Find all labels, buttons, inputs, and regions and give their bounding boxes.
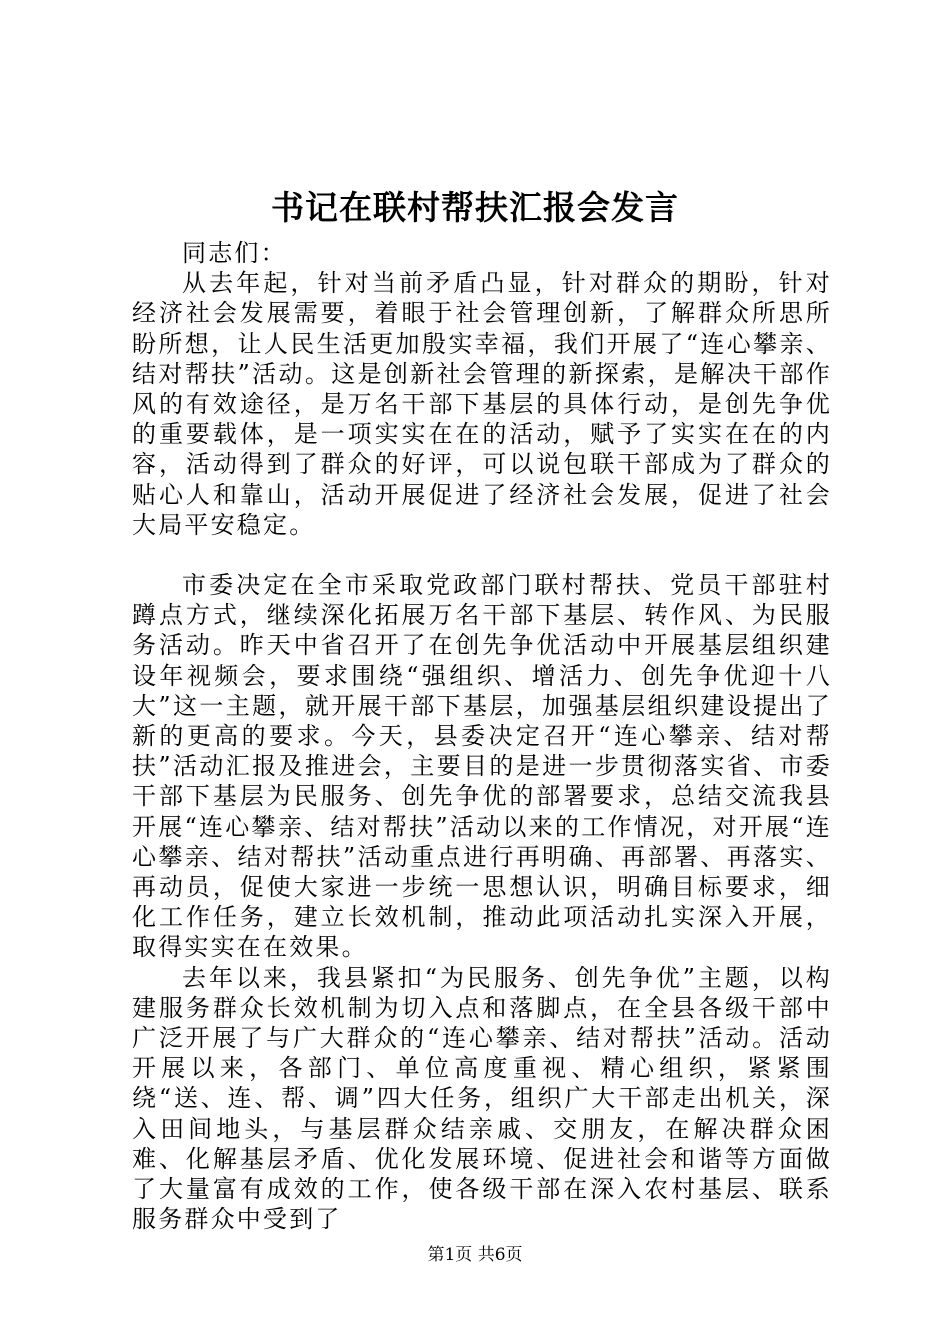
salutation: 同志们： <box>182 239 287 267</box>
document-body <box>132 238 832 1235</box>
paragraph-1: 从去年起，针对当前矛盾凸显，针对群众的期盼，针对经济社会发展需要，着眼于社会管理创新，了解群众所思所盼所想，让人民生活更加殷实幸福，我们开展了“连心攀亲、结对帮扶”活动。这是创新社会管理的新探索，是解决干部作风的有效途径，是万名干部下基层的具体行动，是创先争优的重要载体，是一项实实在在的活动，赋予了实实在在的内容，活动得到了群众的好评，可以说包联干部成为了群众的贴心人和靠山，活动开展促进了经济社会发展，促进了社会大局平安稳定。 <box>132 269 832 539</box>
paragraph-3: 去年以来，我县紧扣“为民服务、创先争优”主题，以构建服务群众长效机制为切入点和落脚点，在全县各级干部中广泛开展了与广大群众的“连心攀亲、结对帮扶”活动。活动开展以来，各部门、单位高度重视、精心组织，紧紧围绕“送、连、帮、调”四大任务，组织广大干部走出机关，深入田间地头，与基层群众结亲戚、交朋友，在解决群众困难、化解基层矛盾、优化发展环境、促进社会和谐等方面做了大量富有成效的工作，使各级干部在深入农村基层、联系服务群众中受到了 <box>132 963 832 1234</box>
paragraph-2: 市委决定在全市采取党政部门联村帮扶、党员干部驻村蹲点方式，继续深化拓展万名干部下基层、转作风、为民服务活动。昨天中省召开了在创先争优活动中开展基层组织建设年视频会，要求围绕“强组织、增活力、创先争优迎十八大”这一主题，就开展干部下基层，加强基层组织建设提出了新的更高的要求。今天，县委决定召开“连心攀亲、结对帮扶”活动汇报及推进会，主要目的是进一步贯彻落实省、市委干部下基层为民服务、创先争优的部署要求，总结交流我县开展“连心攀亲、结对帮扶”活动以来的工作情况，对开展“连心攀亲、结对帮扶”活动重点进行再明确、再部署、再落实、再动员，促使大家进一步统一思想认识，明确目标要求，细化工作任务，建立长效机制，推动此项活动扎实深入开展，取得实实在在效果。 <box>132 571 832 962</box>
document-title: 书记在联村帮扶汇报会发言 <box>271 188 679 227</box>
paragraph-spacer <box>132 540 832 570</box>
page-footer: 第1页 共6页 <box>427 1245 523 1265</box>
